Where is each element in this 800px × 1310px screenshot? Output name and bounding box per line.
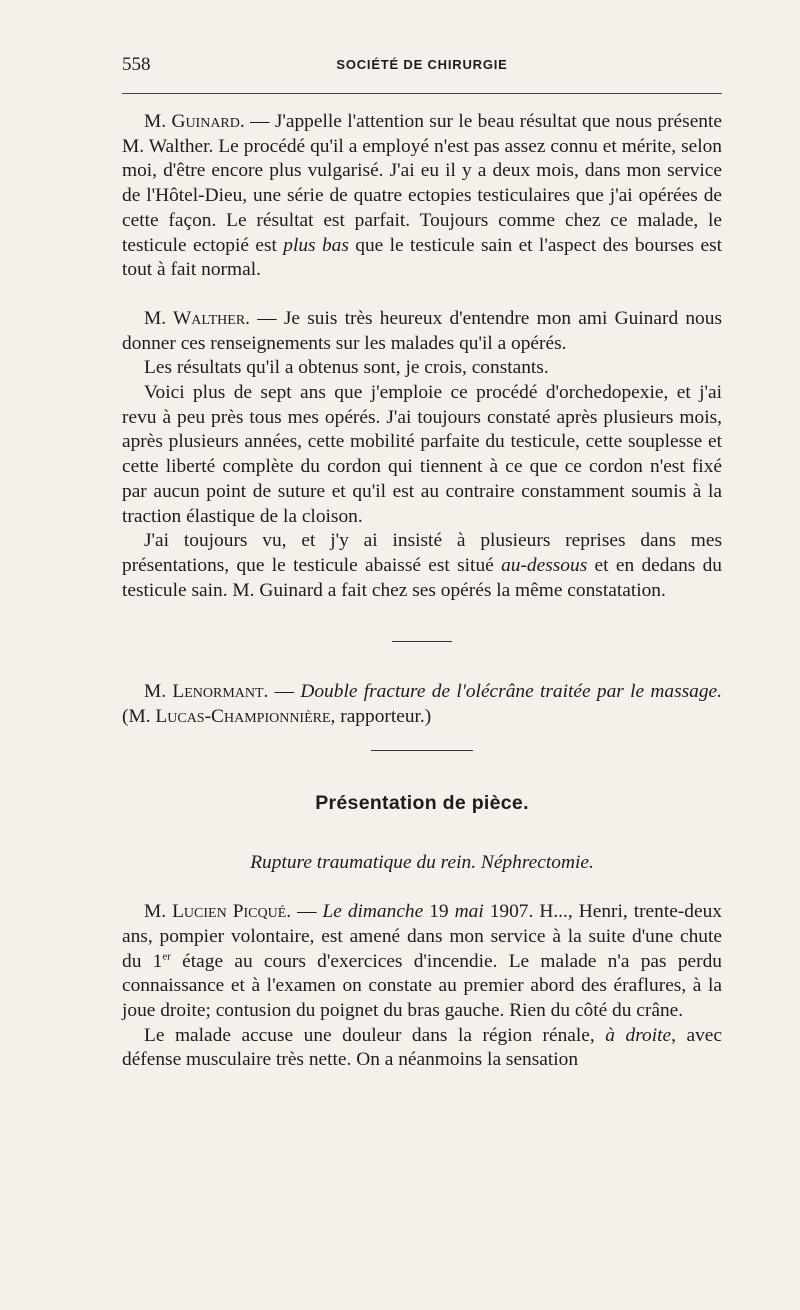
paragraph-text: , avec défense musculaire très nette. On a néanmoins la sensation xyxy=(122,1024,722,1071)
communication-title: Double fracture de l'olécrâne traitée par le massage. xyxy=(300,681,723,703)
superscript: er xyxy=(162,950,171,963)
paragraph xyxy=(122,1024,722,1073)
reference-text: , rapporteur.) xyxy=(330,706,432,728)
speaker-name: M. Lucien Picqué. xyxy=(144,901,292,923)
emphasis-text: à droite xyxy=(605,1024,672,1046)
paragraph-text: 1907. H..., Henri, trente-deux ans, pompier volontaire, est amené dans mon service à la suite d'une chute du 1 xyxy=(122,901,722,972)
reference-text: (M. xyxy=(122,706,156,728)
paragraph-walther xyxy=(122,307,722,356)
section-subtitle: Rupture traumatique du rein. Néphrectomie. xyxy=(250,852,594,874)
dash: — xyxy=(268,681,301,703)
section-separator xyxy=(392,641,452,642)
running-head xyxy=(122,54,722,76)
paragraph-text: Le malade accuse une douleur dans la région rénale, xyxy=(144,1024,606,1046)
header-rule xyxy=(122,93,722,94)
body-text xyxy=(122,110,722,1073)
paragraph: Les résultats qu'il a obtenus sont, je crois, constants. xyxy=(144,357,549,379)
paragraph-text: que le testicule sain et l'aspect des bourses est tout à fait normal. xyxy=(122,234,723,281)
paragraph-text: J'ai toujours vu, et j'y ai insisté à plusieurs reprises dans mes présentations, que le testicule abaissé est situé xyxy=(122,530,722,576)
paragraph xyxy=(122,529,722,603)
emphasis-text: plus bas xyxy=(283,234,349,256)
paragraph: Voici plus de sept ans que j'emploie ce procédé d'orchedopexie, et j'ai revu à peu près tous mes opérés. J'ai toujours constaté après plusieurs mois, après plusieurs années, cette mobilité parfaite du testicule, cette souplesse et cette liberté complète du cordon qui tiennent à ce que ce cordon n'est fixé par aucun point de suture et qu'il est au contraire constamment soumis à la traction élastique de la cloison. xyxy=(122,382,722,527)
paragraph-text: et en dedans du testicule sain. M. Guinard a fait chez ses opérés la même constatation. xyxy=(122,554,723,601)
running-title: SOCIÉTÉ DE CHIRURGIE xyxy=(336,57,508,72)
dash: — xyxy=(291,901,323,923)
paragraph-text: — J'appelle l'attention sur le beau résultat que nous présente M. Walther. Le procédé qu'il a employé n'est pas assez connu et mérite, selon moi, d'être encore plus vulgarisé. J'ai eu il y a deux mois, dans mon service de l'Hôtel-Dieu, une série de quatre ectopies testiculaires que j'ai opérées de cette façon. Le résultat est parfait. Toujours comme chez ce malade, le testicule ectopié est xyxy=(122,111,722,256)
speaker-name: M. Lenormant. xyxy=(144,681,269,703)
paragraph-guinard xyxy=(122,110,722,283)
paragraph-picque xyxy=(122,900,722,1024)
paragraph-text: 19 xyxy=(423,901,455,923)
speaker-name: M. Guinard. xyxy=(144,111,245,132)
paragraph-text: étage au cours d'exercices d'incendie. Le malade n'a pas perdu connaissance et à l'examen on constate au premier abord des éraflures, à la joue droite; contusion du poignet du bras gauche. Rien du côté du crâne. xyxy=(122,950,723,1021)
paragraph-lenormant xyxy=(122,680,722,729)
paragraph-gap xyxy=(122,283,722,307)
section-heading: Présentation de pièce. xyxy=(315,791,529,814)
emphasis-text: Le dimanche xyxy=(322,901,424,923)
rapporteur-name: Lucas-Championnière xyxy=(155,706,331,728)
speaker-name: M. Walther. xyxy=(144,307,251,329)
emphasis-text: au-dessous xyxy=(501,554,588,576)
page-number: 558 xyxy=(122,54,151,75)
paragraph-text: — Je suis très heureux d'entendre mon ami Guinard nous donner ces renseignements sur les malades qu'il a opérés. xyxy=(122,307,722,354)
emphasis-text: mai xyxy=(454,901,484,923)
section-separator xyxy=(371,750,473,751)
